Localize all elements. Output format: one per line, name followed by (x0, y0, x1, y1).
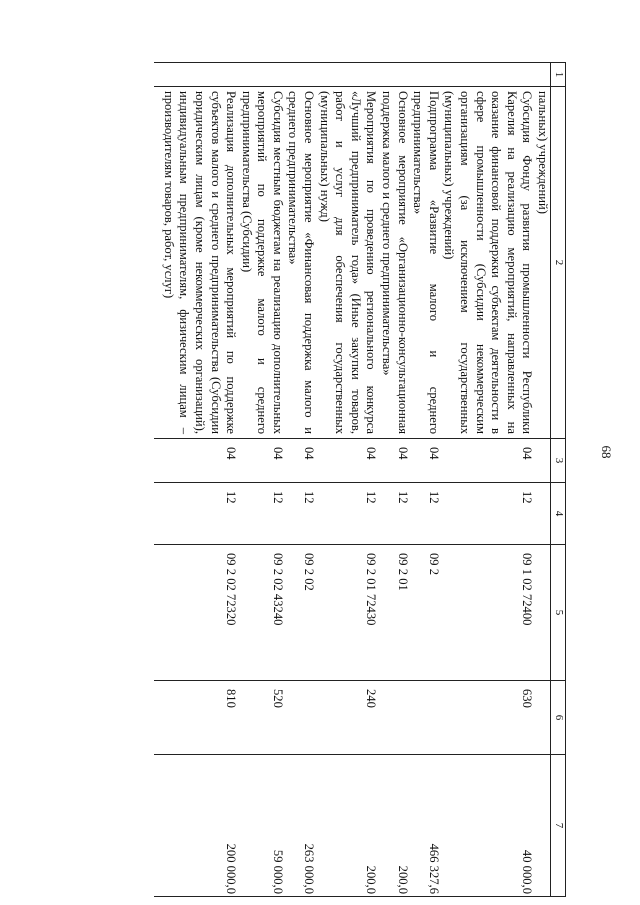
target-article-cell: 09 2 01 72430 (316, 545, 378, 681)
table-row (378, 63, 409, 897)
description-cell: Субсидия местным бюджетам на реализацию дополнительных мероприятий по поддержке малого и среднего предпринимательства (Субсидии) (238, 87, 285, 439)
target-article-cell: 09 2 (410, 545, 441, 681)
page-number: 68 (599, 445, 614, 459)
table-row (534, 63, 550, 897)
section-code-cell: 04 (410, 439, 441, 483)
amount-cell (534, 755, 550, 897)
budget-table-container (66, 62, 566, 896)
section-code-cell: 04 (378, 439, 409, 483)
column-header-6: 6 (551, 681, 566, 755)
target-article-cell: 09 2 01 (378, 545, 409, 681)
description-cell: Основное мероприятие «Организационно-консультационная поддержка малого и среднего предпринимательства» (378, 87, 409, 439)
amount-cell: 200,0 (316, 755, 378, 897)
description-cell: Основное мероприятие «Финансовая поддержка малого и среднего предпринимательства» (285, 87, 316, 439)
amount-cell: 200 000,0 (160, 755, 238, 897)
amount-cell: 59 000,0 (238, 755, 285, 897)
subsection-code-cell: 12 (160, 483, 238, 545)
subsection-code-cell (534, 483, 550, 545)
table-row (316, 63, 378, 897)
expense-type-cell (534, 681, 550, 755)
target-article-cell (534, 545, 550, 681)
expense-type-cell (410, 681, 441, 755)
amount-cell: 200,0 (378, 755, 409, 897)
column-header-1: 1 (551, 63, 566, 87)
amount-cell: 263 000,0 (285, 755, 316, 897)
row-number-cell (316, 63, 378, 87)
expense-type-cell: 630 (441, 681, 535, 755)
table-row (238, 63, 285, 897)
row-number-cell (160, 63, 238, 87)
column-header-4: 4 (551, 483, 566, 545)
subsection-code-cell: 12 (316, 483, 378, 545)
row-number-cell (534, 63, 550, 87)
description-cell: Реализация дополнительных мероприятий по поддержке субъектов малого и среднего предпринимательства (Субсидии юридическим лицам (кроме некоммерческих организаций), индивидуальным предпринимателям, физическим лицам – производителям товаров, работ, услуг) (160, 87, 238, 439)
expense-type-cell (285, 681, 316, 755)
column-header-3: 3 (551, 439, 566, 483)
row-number-cell (441, 63, 535, 87)
table-row (285, 63, 316, 897)
target-article-cell: 09 1 02 72400 (441, 545, 535, 681)
section-code-cell: 04 (316, 439, 378, 483)
expense-type-cell: 810 (160, 681, 238, 755)
description-cell: Субсидия Фонду развития промышленности Республики Карелия на реализацию мероприятий, направленных на оказание финансовой поддержки субъектам деятельности в сфере промышленности (Субсидии некоммерческим организациям (за исключением государственных (муниципальных) учреждений) (441, 87, 535, 439)
section-code-cell: 04 (285, 439, 316, 483)
column-header-5: 5 (551, 545, 566, 681)
section-code-cell (534, 439, 550, 483)
target-article-cell: 09 2 02 72320 (160, 545, 238, 681)
subsection-code-cell: 12 (238, 483, 285, 545)
row-number-cell (238, 63, 285, 87)
section-code-cell: 04 (441, 439, 535, 483)
column-header-7: 7 (551, 755, 566, 897)
column-header-2: 2 (551, 87, 566, 439)
subsection-code-cell: 12 (410, 483, 441, 545)
subsection-code-cell: 12 (378, 483, 409, 545)
row-number-cell (285, 63, 316, 87)
description-cell: пальных) учреждений) (534, 87, 550, 439)
section-code-cell: 04 (160, 439, 238, 483)
expense-type-cell: 520 (238, 681, 285, 755)
budget-table (154, 62, 566, 897)
amount-cell: 466 327,6 (410, 755, 441, 897)
description-cell: Подпрограмма «Развитие малого и среднего предпринимательства» (410, 87, 441, 439)
target-article-cell: 09 2 02 43240 (238, 545, 285, 681)
subsection-code-cell: 12 (441, 483, 535, 545)
target-article-cell: 09 2 02 (285, 545, 316, 681)
table-row (410, 63, 441, 897)
row-number-cell (378, 63, 409, 87)
table-row (441, 63, 535, 897)
description-cell: Мероприятия по проведению регионального конкурса «Лучший предприниматель года» (Иные закупки товаров, работ и услуг для обеспечения государственных (муниципальных) нужд) (316, 87, 378, 439)
subsection-code-cell: 12 (285, 483, 316, 545)
amount-cell: 40 000,0 (441, 755, 535, 897)
expense-type-cell (378, 681, 409, 755)
table-row (160, 63, 238, 897)
row-number-cell (410, 63, 441, 87)
table-header-row (551, 63, 566, 897)
expense-type-cell: 240 (316, 681, 378, 755)
section-code-cell: 04 (238, 439, 285, 483)
